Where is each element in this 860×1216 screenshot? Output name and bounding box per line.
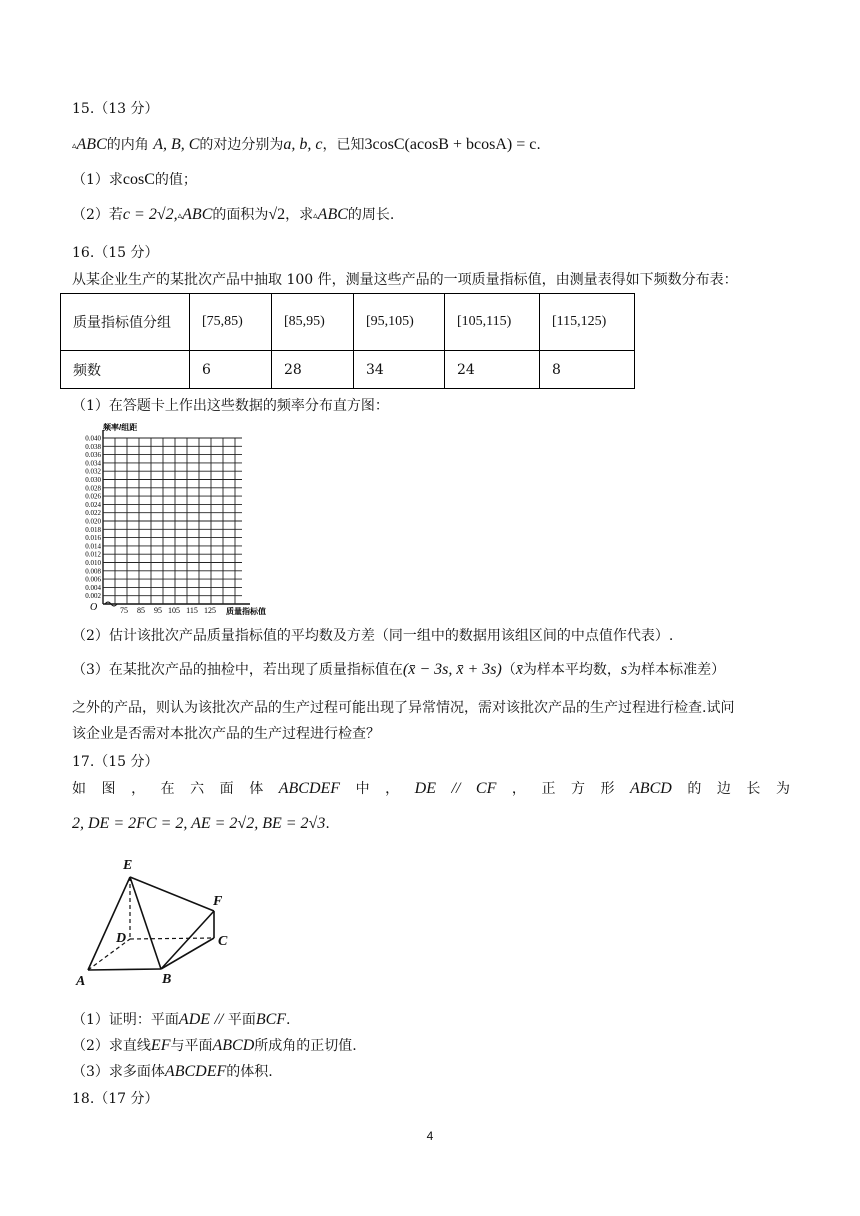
q15-p2-expr: c = 2√2,: [122, 206, 178, 223]
table-cell: 24: [445, 351, 540, 389]
table-row: [61, 294, 635, 351]
q17-stem-token: 面: [219, 781, 234, 797]
q17-stem-token: 六: [190, 781, 205, 797]
grid-y-tick: 0.022: [85, 509, 101, 518]
q15-p1-expr: cosC: [122, 171, 155, 188]
vertex-label-D: D: [116, 931, 127, 946]
q15-triangle-name: ABC: [76, 136, 107, 153]
grid-y-tick: 0.002: [85, 592, 101, 601]
q15-p1-text: （1）求: [72, 172, 123, 188]
grid-x-tick: 85: [137, 606, 145, 615]
q17-stem-token: ABCD: [630, 780, 672, 797]
q17-p1-mid: 平面: [227, 1012, 256, 1028]
grid-y-tick: 0.040: [85, 434, 101, 443]
grid-y-tick: 0.028: [85, 484, 101, 493]
grid-y-tick: 0.016: [85, 534, 101, 543]
grid-y-tick: 0.010: [85, 559, 101, 567]
q15-stem-mid: 的对边分别为: [199, 137, 284, 153]
q17-stem-line1: [72, 779, 790, 799]
q15-stem: [72, 135, 541, 156]
q17-p1-pre: （1）证明：平面: [72, 1012, 179, 1028]
q15-equation: 3cosC(acosB + bcosA) = c: [364, 136, 537, 153]
q17-stem-token: 方: [570, 781, 585, 797]
q17-p1-plane-a: ADE: [178, 1011, 211, 1028]
grid-y-tick: 0.034: [85, 459, 101, 468]
q16-p3-s: s: [620, 661, 628, 678]
q17-p1-plane-b: BCF: [255, 1011, 287, 1028]
q15-stem-pre: 的内角: [106, 137, 149, 153]
q17-p2-pre: （2）求直线: [72, 1038, 151, 1054]
q17-stem-token: 边: [716, 781, 731, 797]
q17-part1: [72, 1010, 291, 1030]
q15-p2-end: 的周长.: [347, 207, 395, 223]
grid-x-tick: 125: [204, 606, 216, 615]
grid-y-tick: 0.018: [85, 525, 101, 534]
edge-AB: [88, 969, 161, 970]
grid-y-tick: 0.014: [85, 542, 101, 551]
q16-p3-note3: 为样本标准差）: [627, 662, 726, 678]
vertex-label-F: F: [213, 894, 223, 909]
table-row: [61, 351, 635, 389]
grid-x-tick: 115: [186, 606, 198, 615]
q15-known: ，已知: [322, 137, 365, 153]
q15-p2-tail: ，求: [285, 207, 314, 223]
q16-p3-interval: (x̄ − 3s, x̄ + 3s): [402, 661, 502, 678]
page-number: 4: [426, 1129, 434, 1143]
histogram-grid: [70, 420, 270, 618]
table-cell: [105,115): [445, 294, 540, 351]
q15-vertices: A, B, C: [153, 136, 200, 153]
q17-p1-parallel: //: [214, 1011, 224, 1028]
vertex-label-E: E: [123, 858, 133, 873]
q17-stem-line2: [72, 814, 330, 834]
q17-header: 17.（15 分）: [72, 754, 159, 770]
q15-p2-text: （2）若: [72, 207, 123, 223]
triangle-symbol: ▵: [72, 141, 77, 151]
q17-stem-line2-end: .: [325, 816, 330, 832]
vertex-label-C: C: [218, 934, 228, 949]
q17-stem-token: 的: [687, 781, 702, 797]
grid-x-title: 质量指标值: [226, 607, 266, 616]
table-cell: 34: [354, 351, 445, 389]
table-cell: 6: [190, 351, 272, 389]
q15-sides: a, b, c: [283, 136, 323, 153]
table-header-cell: 质量指标值分组: [61, 294, 190, 351]
grid-origin-label: O: [90, 602, 98, 613]
q15-triangle-name-3: ABC: [317, 206, 348, 223]
grid-x-tick: 75: [120, 606, 128, 615]
grid-y-tick: 0.006: [85, 575, 101, 584]
table-header-cell: 频数: [61, 351, 190, 389]
q16-part3-line3: 该企业是否需对本批次产品的生产过程进行检查？: [72, 726, 380, 742]
q17-stem-token: 在: [160, 781, 175, 797]
q17-stem-token: 形: [600, 781, 615, 797]
q17-p2-plane: ABCD: [212, 1037, 255, 1054]
q15-p2-area: √2: [268, 206, 286, 223]
q17-p3-pre: （3）求多面体: [72, 1064, 165, 1080]
q17-stem-token: 图: [101, 781, 116, 797]
q15-header: 15.（13 分）: [72, 101, 159, 117]
frequency-table: [60, 293, 635, 389]
q17-stem-token: DE: [414, 780, 436, 797]
q17-p3-end: 的体积.: [226, 1064, 273, 1080]
grid-y-tick: 0.038: [85, 442, 101, 451]
q17-stem-token: 中: [355, 781, 370, 797]
q16-p3-note2: 为样本平均数，: [522, 662, 621, 678]
q17-stem-token: 长: [746, 781, 761, 797]
table-cell: 28: [272, 351, 354, 389]
q17-stem-token: 体: [249, 781, 264, 797]
q15-p1-end: 的值；: [154, 172, 197, 188]
vertex-label-A: A: [76, 974, 86, 989]
grid-y-tick: 0.012: [85, 550, 101, 559]
triangle-symbol: ▵: [313, 211, 318, 221]
vertex-label-B: B: [162, 972, 172, 987]
q17-p3-solid: ABCDEF: [164, 1063, 227, 1080]
q16-part1: （1）在答题卡上作出这些数据的频率分布直方图：: [72, 398, 389, 414]
q16-header: 16.（15 分）: [72, 245, 159, 261]
q17-stem-token: 正: [541, 781, 556, 797]
grid-x-tick: 105: [168, 606, 180, 615]
grid-x-tick: 95: [154, 606, 162, 615]
polyhedron-figure: [68, 850, 233, 990]
table-cell: 8: [540, 351, 635, 389]
table-cell: [95,105): [354, 294, 445, 351]
q17-stem-token: 为: [775, 781, 790, 797]
grid-y-tick: 0.030: [85, 476, 101, 484]
grid-y-tick: 0.024: [85, 500, 101, 509]
grid-y-title: 频率/组距: [103, 423, 138, 432]
table-cell: [115,125): [540, 294, 635, 351]
q17-stem-token: //: [451, 780, 461, 797]
q16-stem: 从某企业生产的某批次产品中抽取 100 件，测量这些产品的一项质量指标值，由测量表得如下频数分布表：: [72, 272, 738, 288]
q18-header: 18.（17 分）: [72, 1091, 159, 1107]
grid-y-tick: 0.032: [85, 467, 101, 476]
q16-part2: （2）估计该批次产品质量指标值的平均数及方差（同一组中的数据用该组区间的中点值作代表）.: [72, 628, 674, 644]
q16-p3-note1: （: [501, 662, 516, 678]
grid-y-tick: 0.036: [85, 451, 101, 460]
q15-stem-end: .: [536, 137, 541, 153]
q15-part1: [72, 170, 197, 190]
q17-p2-end: 所成角的正切值.: [254, 1038, 357, 1054]
q17-p2-line: EF: [150, 1037, 171, 1054]
table-cell: [85,95): [272, 294, 354, 351]
q16-part3-line1: [72, 660, 725, 680]
q17-part2: [72, 1036, 357, 1056]
q17-p1-end: .: [286, 1012, 291, 1028]
q15-part2: [72, 205, 394, 226]
q17-stem-line2-expr: 2, DE = 2FC = 2, AE = 2√2, BE = 2√3: [72, 815, 326, 832]
q16-part3-line2: 之外的产品，则认为该批次产品的生产过程可能出现了异常情况，需对该批次产品的生产过程进行检查.试问: [72, 700, 735, 716]
grid-y-tick: 0.008: [85, 567, 101, 576]
q17-stem-token: ，: [385, 781, 400, 797]
q17-stem-token: ，: [511, 781, 526, 797]
triangle-symbol: ▵: [177, 211, 183, 221]
q17-stem-token: ，: [131, 781, 146, 797]
q17-stem-token: ABCDEF: [278, 780, 341, 797]
table-cell: [75,85): [190, 294, 272, 351]
q15-p2-mid: 的面积为: [212, 207, 269, 223]
q17-p2-mid: 与平面: [170, 1038, 213, 1054]
grid-y-tick: 0.020: [85, 517, 101, 526]
q17-part3: [72, 1062, 273, 1082]
q16-p3-xbar: x̄: [515, 661, 523, 678]
grid-y-tick: 0.004: [85, 583, 101, 592]
q16-p3-pre: （3）在某批次产品的抽检中，若出现了质量指标值在: [72, 662, 403, 678]
q15-triangle-name-2: ABC: [182, 206, 213, 223]
grid-y-tick: 0.026: [85, 492, 101, 501]
q17-stem-token: CF: [475, 780, 497, 797]
q17-stem-token: 如: [72, 781, 86, 797]
